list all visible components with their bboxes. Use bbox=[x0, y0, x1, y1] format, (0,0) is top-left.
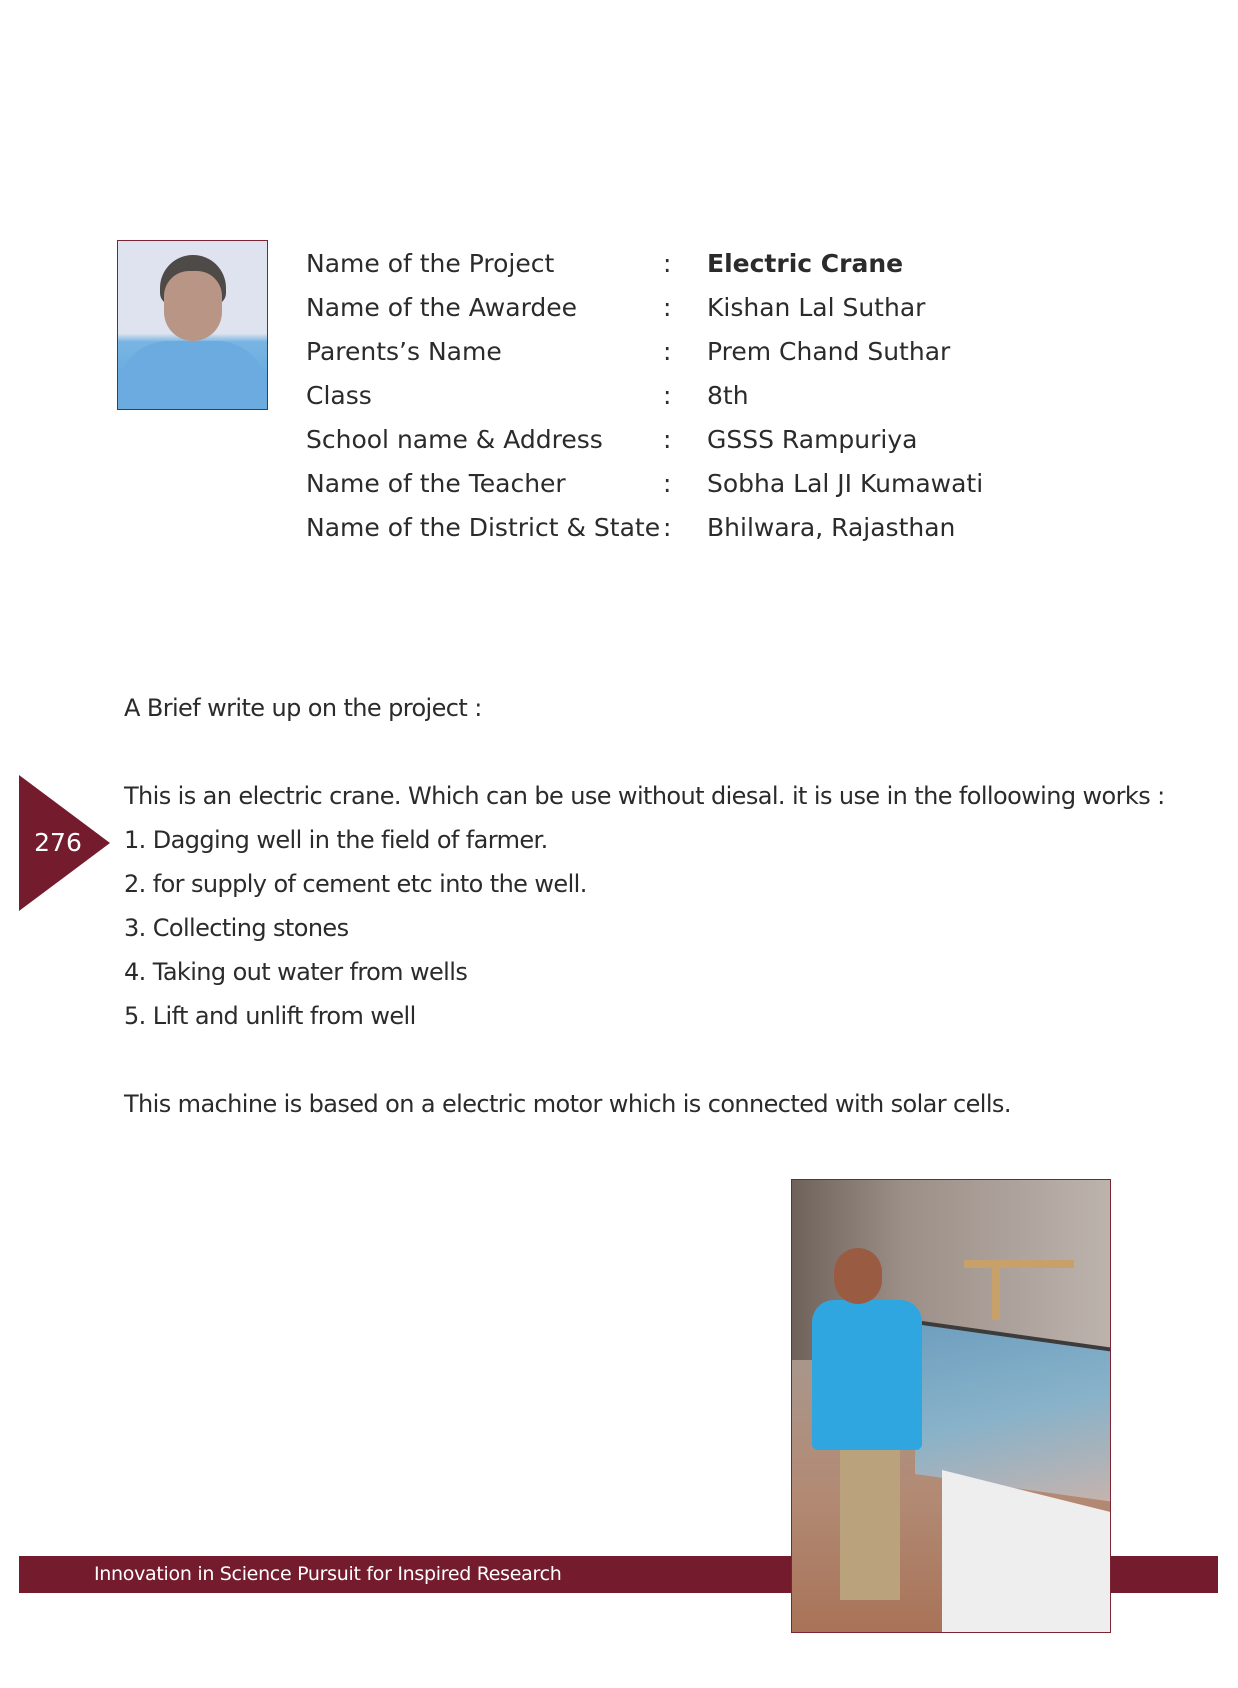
works-list-item: 2. for supply of cement etc into the well. bbox=[124, 870, 587, 898]
photo-crane-post bbox=[992, 1260, 1000, 1320]
detail-label: Name of the District & State bbox=[306, 513, 661, 542]
detail-value: Prem Chand Suthar bbox=[707, 337, 951, 366]
works-list-item: 3. Collecting stones bbox=[124, 914, 349, 942]
writeup-heading: A Brief write up on the project : bbox=[124, 694, 482, 722]
writeup-closing: This machine is based on a electric motor which is connected with solar cells. bbox=[124, 1090, 1011, 1118]
detail-separator: : bbox=[663, 249, 672, 278]
detail-value: 8th bbox=[707, 381, 749, 410]
awardee-headshot-photo bbox=[117, 240, 268, 410]
headshot-shirt bbox=[118, 341, 267, 410]
detail-value: Bhilwara, Rajasthan bbox=[707, 513, 956, 542]
detail-row-project bbox=[306, 248, 1066, 292]
works-list-item: 4. Taking out water from wells bbox=[124, 958, 468, 986]
detail-label: School name & Address bbox=[306, 425, 603, 454]
photo-boy-shirt bbox=[812, 1300, 922, 1450]
project-photo bbox=[791, 1179, 1111, 1633]
footer-text: Innovation in Science Pursuit for Inspired Research bbox=[94, 1563, 562, 1585]
detail-separator: : bbox=[663, 381, 672, 410]
detail-label: Class bbox=[306, 381, 372, 410]
detail-value: GSSS Rampuriya bbox=[707, 425, 918, 454]
detail-label: Name of the Teacher bbox=[306, 469, 566, 498]
detail-value: Sobha Lal JI Kumawati bbox=[707, 469, 984, 498]
detail-separator: : bbox=[663, 469, 672, 498]
works-list bbox=[124, 825, 587, 1045]
awardee-details-table bbox=[306, 248, 1066, 556]
detail-label: Name of the Project bbox=[306, 249, 555, 278]
works-list-item: 1. Dagging well in the field of farmer. bbox=[124, 826, 548, 854]
detail-separator: : bbox=[663, 513, 672, 542]
detail-separator: : bbox=[663, 293, 672, 322]
photo-boy-head bbox=[834, 1248, 882, 1304]
headshot-face bbox=[164, 271, 222, 341]
detail-row-class bbox=[306, 380, 1066, 424]
detail-label: Parents’s Name bbox=[306, 337, 502, 366]
detail-value: Kishan Lal Suthar bbox=[707, 293, 926, 322]
detail-row-teacher bbox=[306, 468, 1066, 512]
detail-row-awardee bbox=[306, 292, 1066, 336]
detail-separator: : bbox=[663, 337, 672, 366]
detail-label: Name of the Awardee bbox=[306, 293, 578, 322]
works-list-item: 5. Lift and unlift from well bbox=[124, 1002, 416, 1030]
detail-row-school bbox=[306, 424, 1066, 468]
writeup-intro: This is an electric crane. Which can be use without diesal. it is use in the folloowing works : bbox=[124, 782, 1165, 810]
detail-separator: : bbox=[663, 425, 672, 454]
photo-boy-legs bbox=[840, 1450, 900, 1600]
detail-value-project: Electric Crane bbox=[707, 249, 904, 278]
page-number: 276 bbox=[34, 828, 82, 857]
photo-crane-frame bbox=[964, 1260, 1074, 1268]
detail-row-district bbox=[306, 512, 1066, 556]
detail-row-parents bbox=[306, 336, 1066, 380]
